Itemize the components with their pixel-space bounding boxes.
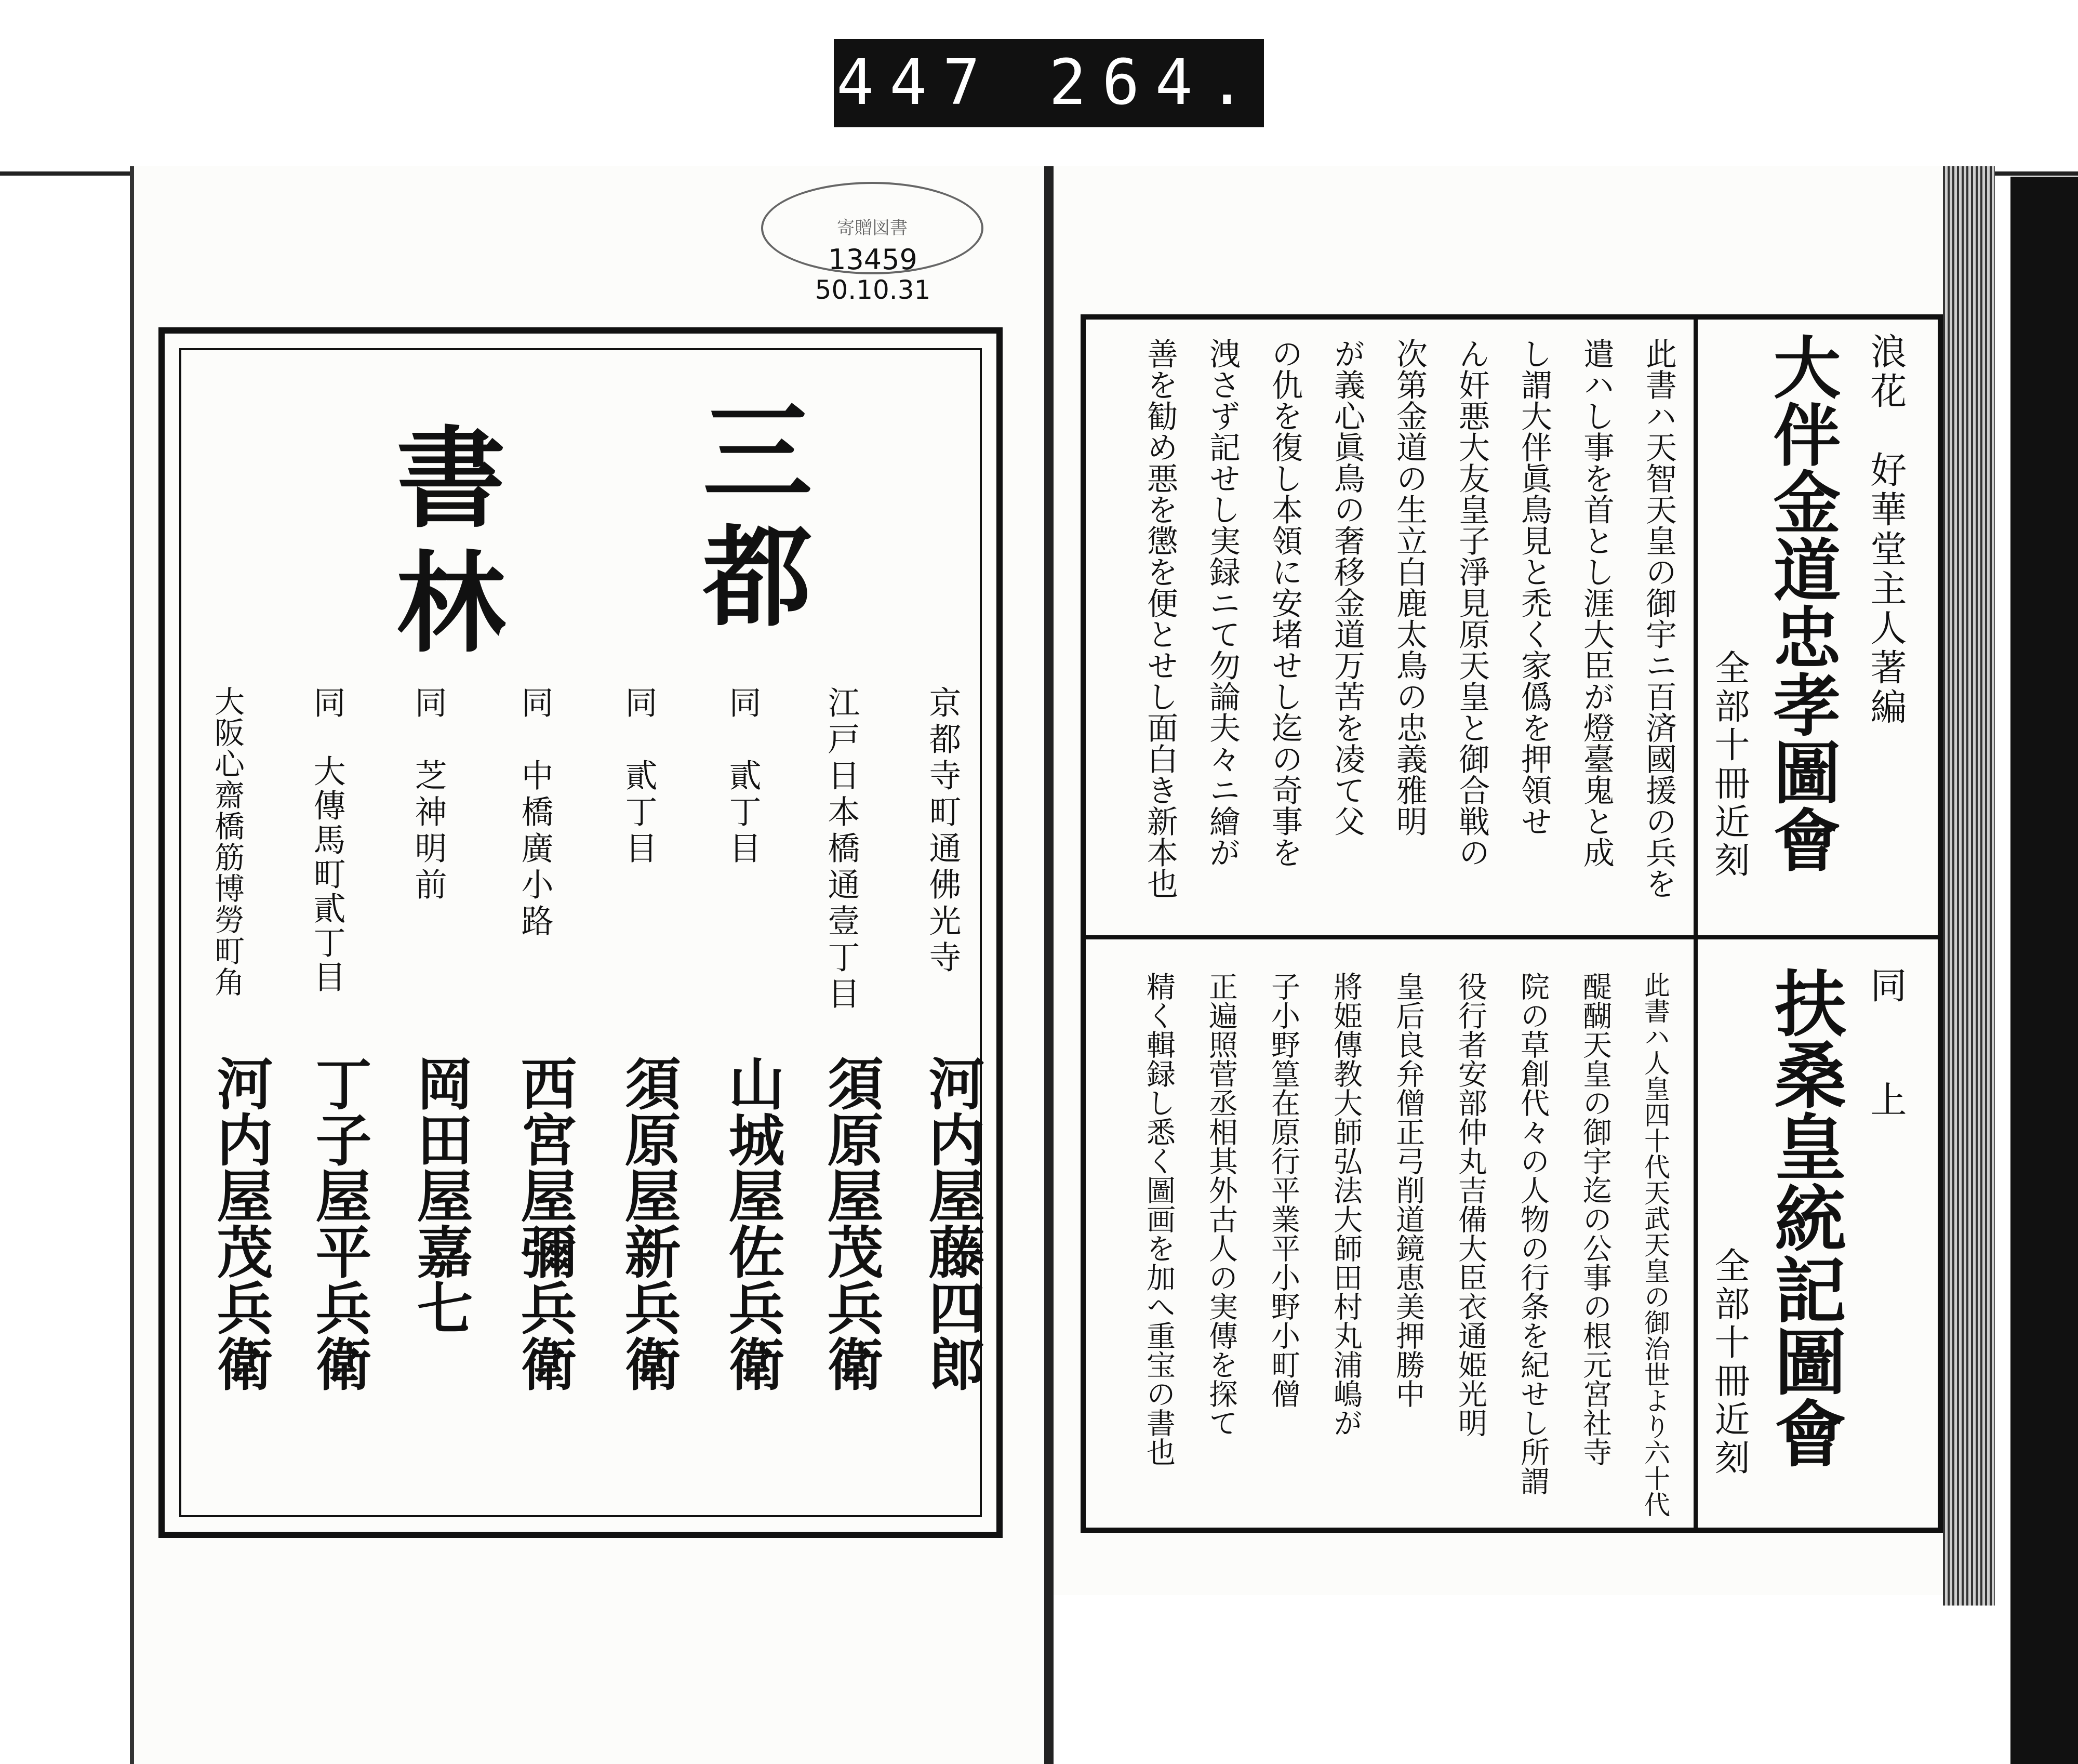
ad1-text-line: 善を勧め悪を懲を便とせし面白き新本也 xyxy=(1142,338,1178,899)
ad2-text-line: 此書ハ人皇四十代天武天皇の御治世より六十代 xyxy=(1640,972,1670,1517)
ad1-text-line: し謂大伴眞鳥見と禿く家僞を押領せ xyxy=(1516,338,1552,837)
ad2-text-line: 正遍照菅丞相其外古人の実傳を探て xyxy=(1204,972,1238,1437)
ad2-title: 扶桑皇統記圖會 xyxy=(1763,966,1847,1468)
publisher-place: 大阪心齋橋筋博勞町角 xyxy=(209,686,245,998)
ad2-text-line: 院の草創代々の人物の行条を紀せし所謂 xyxy=(1516,972,1550,1495)
publisher-name: 岡田屋嘉七 xyxy=(407,1055,473,1335)
ad1-text-line: 此書ハ天智天皇の御宇ニ百済國援の兵を xyxy=(1641,338,1677,899)
ad1-text-line: 洩さず記せし実録ニて勿論夫々ニ繪が xyxy=(1204,338,1241,868)
publisher-place: 江戸日本橋通壹丁目 xyxy=(822,686,860,1013)
publisher-place: 京都寺町通佛光寺 xyxy=(924,686,962,977)
ad1-author: 浪花 好華堂主人著編 xyxy=(1864,333,1907,727)
ad1-text-line: 次第金道の生立白鹿太鳥の忠義雅明 xyxy=(1391,338,1428,837)
publisher-name: 河内屋茂兵衛 xyxy=(207,1055,273,1391)
ad2-author: 同 上 xyxy=(1864,966,1907,1138)
ad1-text-line: ん奸悪大友皇子淨見原天皇と御合戦の xyxy=(1454,338,1490,868)
title-shorin: 書林 xyxy=(378,421,507,670)
publisher-place: 同 貳丁目 xyxy=(724,686,762,868)
publisher-place: 同 貳丁目 xyxy=(620,686,658,868)
advertisement-divider xyxy=(1086,935,1938,939)
publisher-place: 同 中橋廣小路 xyxy=(516,686,554,940)
ad2-text-line: 將姫傳教大師弘法大師田村丸浦嶋が xyxy=(1329,972,1363,1437)
publisher-name: 西宮屋彌兵衛 xyxy=(511,1055,577,1391)
ad2-text-line: 精く輯録し悉く圖画を加へ重宝の書也 xyxy=(1142,972,1176,1466)
page-edges xyxy=(1943,166,1995,1606)
book-gutter xyxy=(1044,166,1054,1764)
dark-margin xyxy=(2010,177,2078,1764)
library-seal-stamp: 寄贈図書 xyxy=(761,182,983,274)
ad1-volumes: 全部十冊近刻 xyxy=(1709,649,1750,880)
publisher-name: 河内屋藤四郎 xyxy=(919,1055,984,1391)
accession-date: 50.10.31 xyxy=(815,275,931,305)
publisher-place: 同 大傳馬町貳丁目 xyxy=(308,686,346,994)
publisher-name: 須原屋新兵衛 xyxy=(615,1055,681,1391)
ad2-text-line: 醍醐天皇の御宇迄の公事の根元宮社寺 xyxy=(1578,972,1612,1466)
ad1-text-line: 遣ハし事を首とし涯大臣が燈臺鬼と成 xyxy=(1578,338,1615,868)
ad2-volumes: 全部十冊近刻 xyxy=(1709,1247,1750,1478)
publisher-place: 同 芝神明前 xyxy=(409,686,447,904)
advertisement-title-divider xyxy=(1694,320,1698,1528)
accession-stamp xyxy=(771,244,974,304)
accession-number: 13459 xyxy=(828,243,917,276)
ad1-text-line: の仇を復し本領に安堵せし迄の奇事を xyxy=(1267,338,1303,868)
title-santo: 三都 xyxy=(685,395,813,644)
ad2-text-line: 子小野篁在原行平業平小野小町僧 xyxy=(1267,972,1300,1408)
ad2-text-line: 皇后良弁僧正弓削道鏡恵美押勝中 xyxy=(1391,972,1425,1408)
publisher-name: 丁子屋平兵衛 xyxy=(306,1055,371,1391)
ad1-text-line: が義心眞鳥の奢移金道万苦を凌て父 xyxy=(1329,338,1365,837)
publisher-name: 須原屋茂兵衛 xyxy=(818,1055,883,1391)
catalog-label: 447 264. xyxy=(834,39,1264,127)
ad2-text-line: 役行者安部仲丸吉備大臣衣通姫光明 xyxy=(1454,972,1487,1437)
publisher-name: 山城屋佐兵衛 xyxy=(719,1055,784,1391)
ad1-title: 大伴金道忠孝圖會 xyxy=(1762,333,1842,873)
